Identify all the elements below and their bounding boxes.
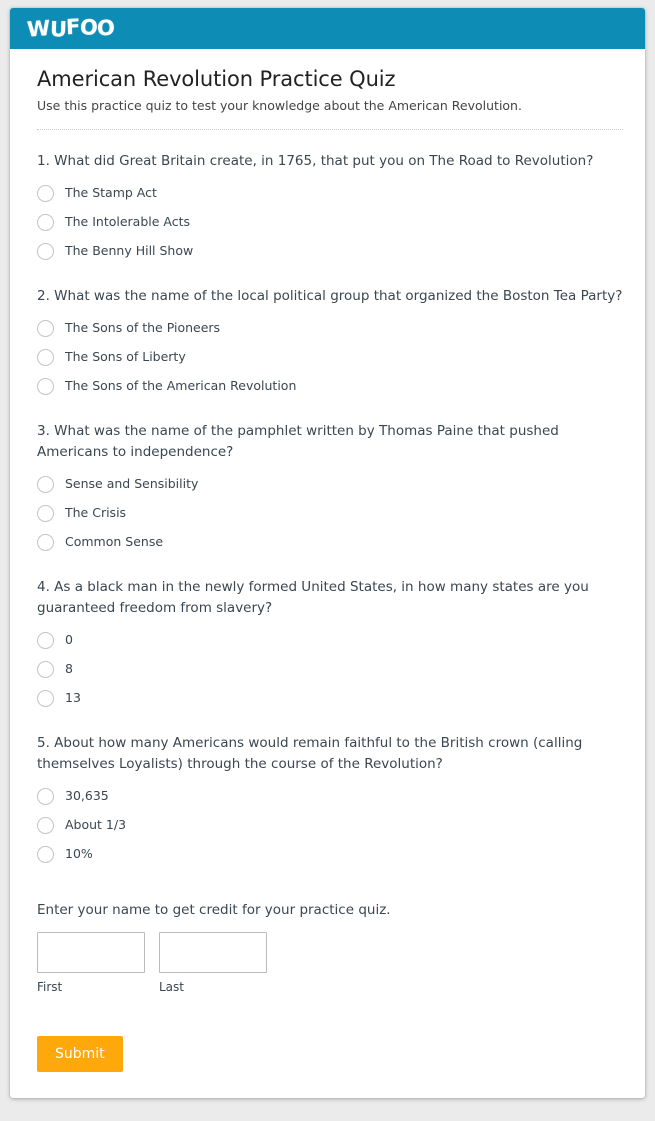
question-text: 3. What was the name of the pamphlet written by Thomas Paine that pushed Americans to independence? bbox=[37, 423, 559, 461]
radio-option-label: 13 bbox=[65, 690, 81, 706]
radio-option-label: The Sons of the American Revolution bbox=[65, 378, 297, 394]
radio-option-label: 30,635 bbox=[65, 787, 109, 803]
brand-header bbox=[10, 8, 645, 49]
radio-option[interactable] bbox=[37, 343, 623, 372]
last-name-group bbox=[159, 932, 267, 994]
radio-icon[interactable] bbox=[37, 661, 54, 678]
radio-option-label: 8 bbox=[65, 661, 73, 677]
radio-option-label: 0 bbox=[65, 632, 73, 648]
radio-icon[interactable] bbox=[37, 320, 54, 337]
question-block bbox=[37, 577, 623, 713]
radio-option[interactable] bbox=[37, 626, 623, 655]
radio-icon[interactable] bbox=[37, 534, 54, 551]
radio-option-label: The Sons of the Pioneers bbox=[65, 320, 221, 336]
logo-letter: W bbox=[26, 15, 51, 42]
first-name-input[interactable] bbox=[37, 932, 145, 973]
radio-option-label: About 1/3 bbox=[65, 816, 127, 832]
question-block bbox=[37, 151, 623, 266]
radio-option[interactable] bbox=[37, 179, 623, 208]
name-fields bbox=[37, 932, 623, 994]
radio-option[interactable] bbox=[37, 782, 623, 811]
radio-option-label: The Stamp Act bbox=[65, 185, 157, 201]
radio-icon[interactable] bbox=[37, 505, 54, 522]
quiz-form-card bbox=[10, 8, 645, 1098]
radio-icon[interactable] bbox=[37, 185, 54, 202]
radio-option-label: The Crisis bbox=[65, 505, 127, 521]
radio-option-label: Common Sense bbox=[65, 534, 164, 550]
radio-icon[interactable] bbox=[37, 476, 54, 493]
logo-letter: O bbox=[97, 15, 116, 41]
radio-option[interactable] bbox=[37, 684, 623, 713]
radio-option[interactable] bbox=[37, 208, 623, 237]
last-name-input[interactable] bbox=[159, 932, 267, 973]
radio-option-label: Sense and Sensibility bbox=[65, 476, 199, 492]
question-text: 4. As a black man in the newly formed United States, in how many states are you guaranteed freedom from slavery? bbox=[37, 578, 589, 616]
radio-option[interactable] bbox=[37, 470, 623, 499]
radio-icon[interactable] bbox=[37, 690, 54, 707]
radio-icon[interactable] bbox=[37, 214, 54, 231]
radio-option[interactable] bbox=[37, 840, 623, 869]
radio-option[interactable] bbox=[37, 655, 623, 684]
radio-option-label: The Sons of Liberty bbox=[65, 349, 186, 365]
question-text: 5. About how many Americans would remain faithful to the British crown (calling themselves Loyalists) through the course of the Revolution? bbox=[37, 734, 583, 772]
submit-section bbox=[37, 1036, 623, 1072]
radio-option[interactable] bbox=[37, 811, 623, 840]
name-prompt: Enter your name to get credit for your practice quiz. bbox=[37, 901, 391, 918]
wufoo-logo bbox=[26, 14, 116, 42]
radio-option[interactable] bbox=[37, 314, 623, 343]
radio-option-label: The Benny Hill Show bbox=[65, 243, 194, 259]
first-name-group bbox=[37, 932, 145, 994]
logo-letter: F bbox=[65, 14, 81, 40]
question-text: 1. What did Great Britain create, in 1765, that put you on The Road to Revolution? bbox=[37, 153, 594, 170]
submit-button[interactable]: Submit bbox=[37, 1036, 123, 1072]
radio-icon[interactable] bbox=[37, 243, 54, 260]
radio-option-label: The Intolerable Acts bbox=[65, 214, 191, 230]
last-name-sublabel: Last bbox=[159, 979, 184, 994]
question-block bbox=[37, 286, 623, 401]
radio-option[interactable] bbox=[37, 499, 623, 528]
radio-option-label: 10% bbox=[65, 845, 93, 861]
radio-option[interactable] bbox=[37, 528, 623, 557]
radio-icon[interactable] bbox=[37, 817, 54, 834]
logo-letter: O bbox=[79, 15, 99, 40]
radio-icon[interactable] bbox=[37, 632, 54, 649]
page-title: American Revolution Practice Quiz bbox=[37, 67, 396, 91]
header-divider bbox=[37, 129, 623, 131]
logo-letter: U bbox=[49, 17, 67, 42]
radio-icon[interactable] bbox=[37, 378, 54, 395]
name-section bbox=[37, 902, 623, 994]
question-block bbox=[37, 733, 623, 869]
form-description: Use this practice quiz to test your knowledge about the American Revolution. bbox=[37, 98, 522, 113]
radio-icon[interactable] bbox=[37, 349, 54, 366]
question-text: 2. What was the name of the local political group that organized the Boston Tea Party? bbox=[37, 288, 623, 305]
radio-icon[interactable] bbox=[37, 846, 54, 863]
radio-option[interactable] bbox=[37, 237, 623, 266]
question-block bbox=[37, 421, 623, 557]
first-name-sublabel: First bbox=[37, 979, 63, 994]
radio-icon[interactable] bbox=[37, 788, 54, 805]
radio-option[interactable] bbox=[37, 372, 623, 401]
form-body bbox=[10, 49, 645, 1072]
